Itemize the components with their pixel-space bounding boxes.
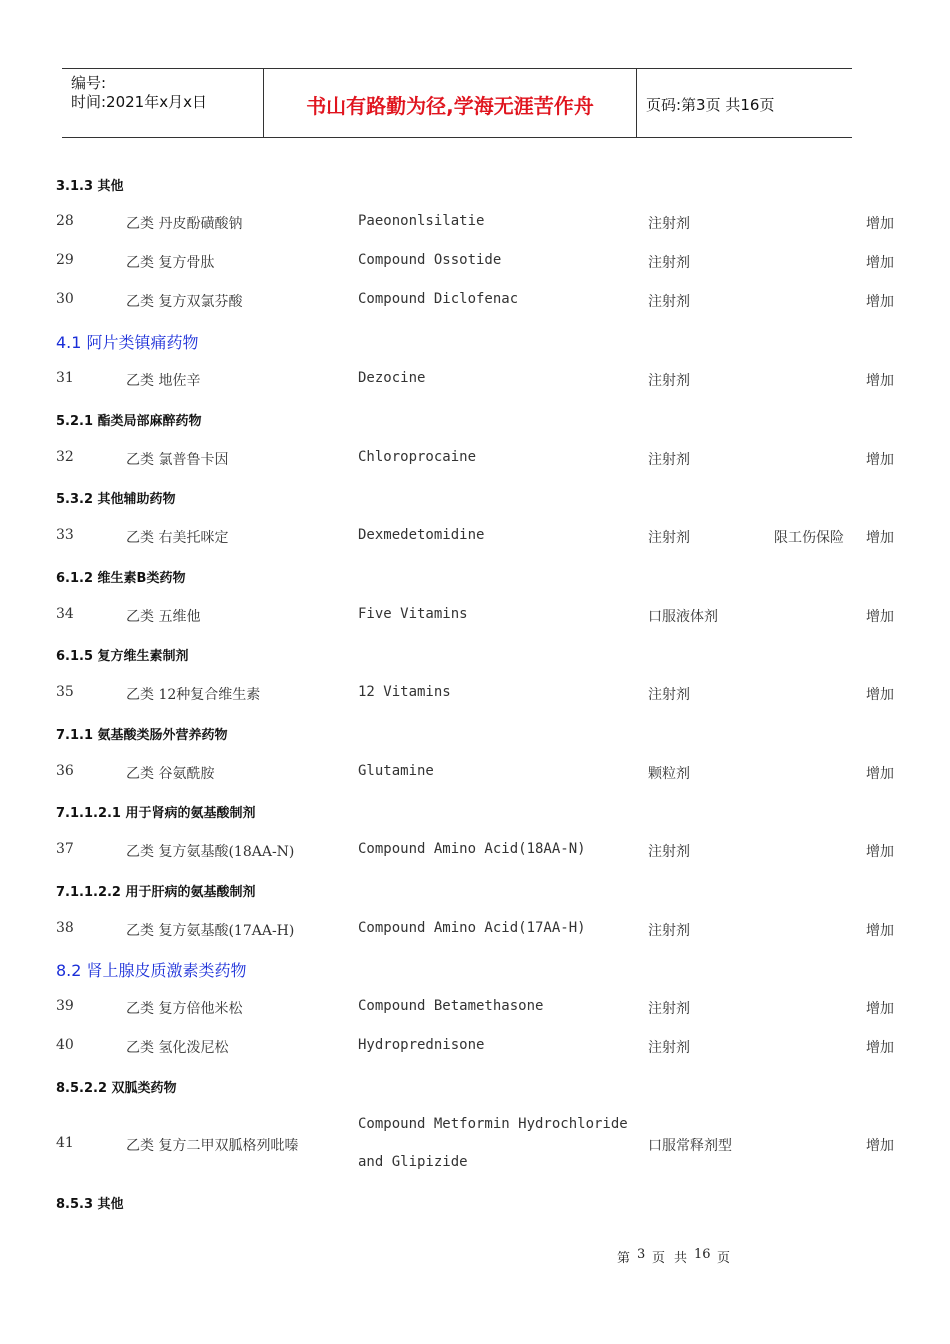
row-drug-name: 乙类 复方双氯芬酸 xyxy=(126,294,243,310)
section-heading: 7.1.1.2.2 用于肝病的氨基酸制剂 xyxy=(56,885,256,900)
row-number: 35 xyxy=(56,684,74,700)
table-row xyxy=(0,252,950,276)
row-change: 增加 xyxy=(866,766,894,782)
row-english-name: Chloroprocaine xyxy=(358,449,477,465)
row-dosage-form: 注射剂 xyxy=(648,216,690,232)
row-english-name: Compound Ossotide xyxy=(358,252,502,268)
row-change: 增加 xyxy=(866,687,894,703)
row-change: 增加 xyxy=(866,609,894,625)
section-heading: 4.1 阿片类镇痛药物 xyxy=(56,333,199,352)
row-english-name: Five Vitamins xyxy=(358,606,468,622)
row-dosage-form: 口服液体剂 xyxy=(648,609,718,625)
row-dosage-form: 注射剂 xyxy=(648,1040,690,1056)
footer-ye: 页 xyxy=(652,1251,666,1266)
row-number: 37 xyxy=(56,841,74,857)
row-dosage-form: 注射剂 xyxy=(648,1001,690,1017)
row-drug-name: 乙类 五维他 xyxy=(126,609,201,625)
header-meta-cell xyxy=(62,69,264,137)
table-row xyxy=(0,684,950,708)
row-number: 36 xyxy=(56,763,74,779)
row-change: 增加 xyxy=(866,1001,894,1017)
row-number: 30 xyxy=(56,291,74,307)
row-english-name: Dezocine xyxy=(358,370,426,386)
row-drug-name: 乙类 复方二甲双胍格列吡嗪 xyxy=(126,1138,299,1154)
row-dosage-form: 注射剂 xyxy=(648,373,690,389)
section-heading: 3.1.3 其他 xyxy=(56,179,124,194)
row-number: 33 xyxy=(56,527,74,543)
row-change: 增加 xyxy=(866,255,894,271)
row-dosage-form: 注射剂 xyxy=(648,923,690,939)
footer-di: 第 xyxy=(617,1251,631,1266)
row-english-name: Paeononlsilatie xyxy=(358,213,485,229)
section-heading: 6.1.5 复方维生素制剂 xyxy=(56,649,189,664)
section-heading: 7.1.1 氨基酸类肠外营养药物 xyxy=(56,728,228,743)
document-time-label: 时间:2021年x月x日 xyxy=(71,93,207,111)
row-dosage-form: 注射剂 xyxy=(648,294,690,310)
row-dosage-form: 注射剂 xyxy=(648,255,690,271)
section-heading: 8.5.2.2 双胍类药物 xyxy=(56,1081,177,1096)
table-row xyxy=(0,449,950,473)
row-drug-name: 乙类 复方倍他米松 xyxy=(126,1001,243,1017)
table-row xyxy=(0,763,950,787)
row-change: 增加 xyxy=(866,294,894,310)
document-header xyxy=(62,68,852,138)
row-drug-name: 乙类 丹皮酚磺酸钠 xyxy=(126,216,243,232)
row-number: 32 xyxy=(56,449,74,465)
row-drug-name: 乙类 谷氨酰胺 xyxy=(126,766,215,782)
header-motto: 书山有路勤为径,学海无涯苦作舟 xyxy=(306,94,594,118)
section-heading: 8.2 肾上腺皮质激素类药物 xyxy=(56,961,247,980)
row-change: 增加 xyxy=(866,923,894,939)
row-change: 增加 xyxy=(866,844,894,860)
row-number: 29 xyxy=(56,252,74,268)
row-drug-name: 乙类 复方骨肽 xyxy=(126,255,215,271)
row-number: 34 xyxy=(56,606,74,622)
row-change: 增加 xyxy=(866,1138,894,1154)
row-english-name-continued: and Glipizide xyxy=(358,1154,468,1170)
row-number: 28 xyxy=(56,213,74,229)
table-row xyxy=(0,998,950,1022)
footer-gong: 共 xyxy=(674,1251,688,1266)
footer-total-pages: 16 xyxy=(694,1247,711,1262)
row-change: 增加 xyxy=(866,452,894,468)
row-english-name: Dexmedetomidine xyxy=(358,527,485,543)
row-english-name: Glutamine xyxy=(358,763,434,779)
footer-page-number: 3 xyxy=(637,1247,646,1262)
section-heading: 5.2.1 酯类局部麻醉药物 xyxy=(56,414,202,429)
row-english-name: Compound Metformin Hydrochloride xyxy=(358,1116,628,1132)
section-heading: 7.1.1.2.1 用于肾病的氨基酸制剂 xyxy=(56,806,256,821)
row-drug-name: 乙类 右美托咪定 xyxy=(126,530,229,546)
row-change: 增加 xyxy=(866,530,894,546)
row-change: 增加 xyxy=(866,373,894,389)
row-english-name: Compound Diclofenac xyxy=(358,291,519,307)
row-dosage-form: 注射剂 xyxy=(648,687,690,703)
row-number: 40 xyxy=(56,1037,74,1053)
row-dosage-form: 注射剂 xyxy=(648,530,690,546)
section-heading: 8.5.3 其他 xyxy=(56,1197,124,1212)
row-english-name: Compound Betamethasone xyxy=(358,998,544,1014)
footer-ye: 页 xyxy=(717,1251,731,1266)
section-heading: 6.1.2 维生素B类药物 xyxy=(56,571,186,586)
row-drug-name: 乙类 复方氨基酸(18AA-N) xyxy=(126,844,295,860)
header-page-cell xyxy=(637,69,852,137)
table-row xyxy=(0,1116,950,1176)
table-row xyxy=(0,291,950,315)
row-change: 增加 xyxy=(866,216,894,232)
row-english-name: Hydroprednisone xyxy=(358,1037,485,1053)
table-row xyxy=(0,370,950,394)
row-dosage-form: 注射剂 xyxy=(648,452,690,468)
header-page-info: 页码:第3页 共16页 xyxy=(646,96,775,114)
row-dosage-form: 口服常释剂型 xyxy=(648,1138,732,1154)
row-number: 41 xyxy=(56,1135,74,1151)
row-restriction-note: 限工伤保险 xyxy=(774,530,844,546)
row-english-name: Compound Amino Acid(18AA-N) xyxy=(358,841,586,857)
row-number: 39 xyxy=(56,998,74,1014)
header-motto-cell xyxy=(264,69,637,137)
row-number: 38 xyxy=(56,920,74,936)
row-dosage-form: 颗粒剂 xyxy=(648,766,690,782)
table-row xyxy=(0,606,950,630)
row-english-name: 12 Vitamins xyxy=(358,684,451,700)
table-row xyxy=(0,213,950,237)
row-drug-name: 乙类 氢化泼尼松 xyxy=(126,1040,229,1056)
table-row xyxy=(0,920,950,944)
table-row xyxy=(0,1037,950,1061)
row-drug-name: 乙类 地佐辛 xyxy=(126,373,201,389)
row-number: 31 xyxy=(56,370,74,386)
row-change: 增加 xyxy=(866,1040,894,1056)
table-row xyxy=(0,527,950,551)
section-heading: 5.3.2 其他辅助药物 xyxy=(56,492,176,507)
table-row xyxy=(0,841,950,865)
document-number-label: 编号: xyxy=(71,74,107,92)
row-dosage-form: 注射剂 xyxy=(648,844,690,860)
row-drug-name: 乙类 复方氨基酸(17AA-H) xyxy=(126,923,295,939)
row-english-name: Compound Amino Acid(17AA-H) xyxy=(358,920,586,936)
row-drug-name: 乙类 12种复合维生素 xyxy=(126,687,261,703)
row-drug-name: 乙类 氯普鲁卡因 xyxy=(126,452,229,468)
